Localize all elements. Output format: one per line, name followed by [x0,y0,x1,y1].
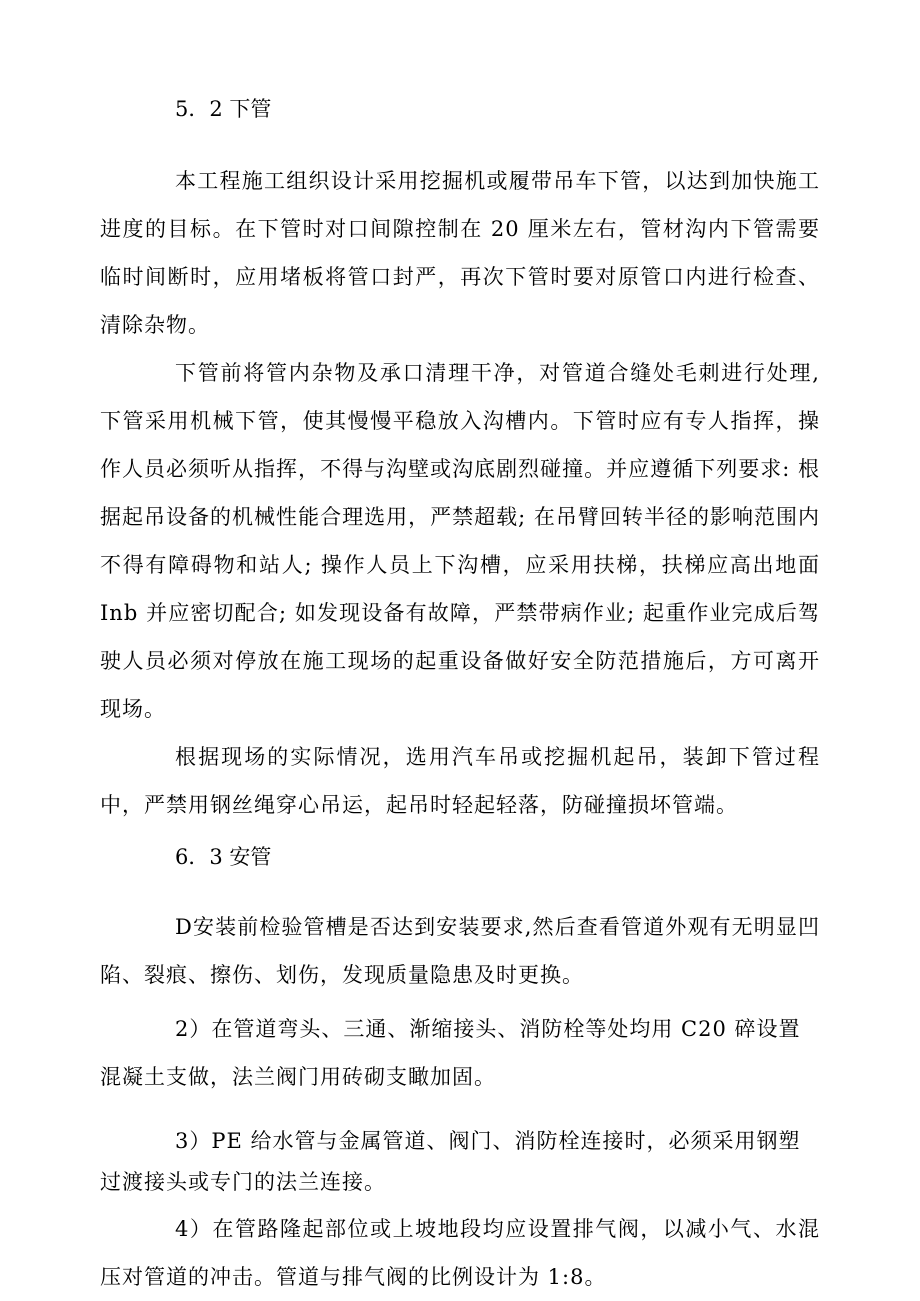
paragraph-item-3-line-1: 3）PE 给水管与金属管道、阀门、消防栓连接时，必须采用钢塑 [175,1129,801,1153]
paragraph-site-conditions: 根据现场的实际情况，选用汽车吊或挖掘机起吊，装卸下管过程中，严禁用钢丝绳穿心吊运，起吊时轻起轻落，防碰撞损坏管端。 [100,745,820,817]
section-heading-5-2: 5．2 下管 [175,97,272,121]
paragraph-item-2-line-1: 2）在管道弯头、三通、渐缩接头、消防栓等处均用 C20 碎设置 [175,1017,801,1041]
paragraph-item-3-line-2: 过渡接头或专门的法兰连接。 [100,1170,386,1194]
paragraph-lowering-pipe-requirements: 下管前将管内杂物及承口清理干净，对管道合缝处毛刺进行处理, 下管采用机械下管，使其慢慢平稳放入沟槽内。下管时应有专人指挥，操作人员必须听从指挥，不得与沟壁或沟底剧烈碰撞。并应遵循下列要求: 根据起吊设备的机械性能合理选用，严禁超载; 在吊臂回转半径的影响范围内不得有障碍物和站人; 操作人员上下沟槽，应采用扶梯，扶梯应高出地面 Inb 并应密切配合; 如发现设备有故障，严禁带病作业; 起重作业完成后驾驶人员必须对停放在施工现场的起重设备做好安全防范措施后，方可离开现场。 [100,361,820,721]
paragraph-item-2-line-2: 混凝土支做，法兰阀门用砖砌支瞰加固。 [100,1065,496,1089]
paragraph-item-4: 4）在管路隆起部位或上坡地段均应设置排气阀，以减小气、水混压对管道的冲击。管道与排气阀的比例设计为 1:8。 [100,1217,820,1289]
paragraph-pre-install-inspection: D安装前检验管槽是否达到安装要求,然后查看管道外观有无明显凹陷、裂痕、擦伤、划伤，发现质量隐患及时更换。 [100,915,820,987]
section-heading-6-3: 6．3 安管 [175,845,272,869]
paragraph-lowering-pipe-intro: 本工程施工组织设计采用挖掘机或履带吊车下管，以达到加快施工进度的目标。在下管时对口间隙控制在 20 厘米左右，管材沟内下管需要临时间断时，应用堵板将管口封严，再次下管时要对原管口内进行检查、清除杂物。 [100,169,820,337]
